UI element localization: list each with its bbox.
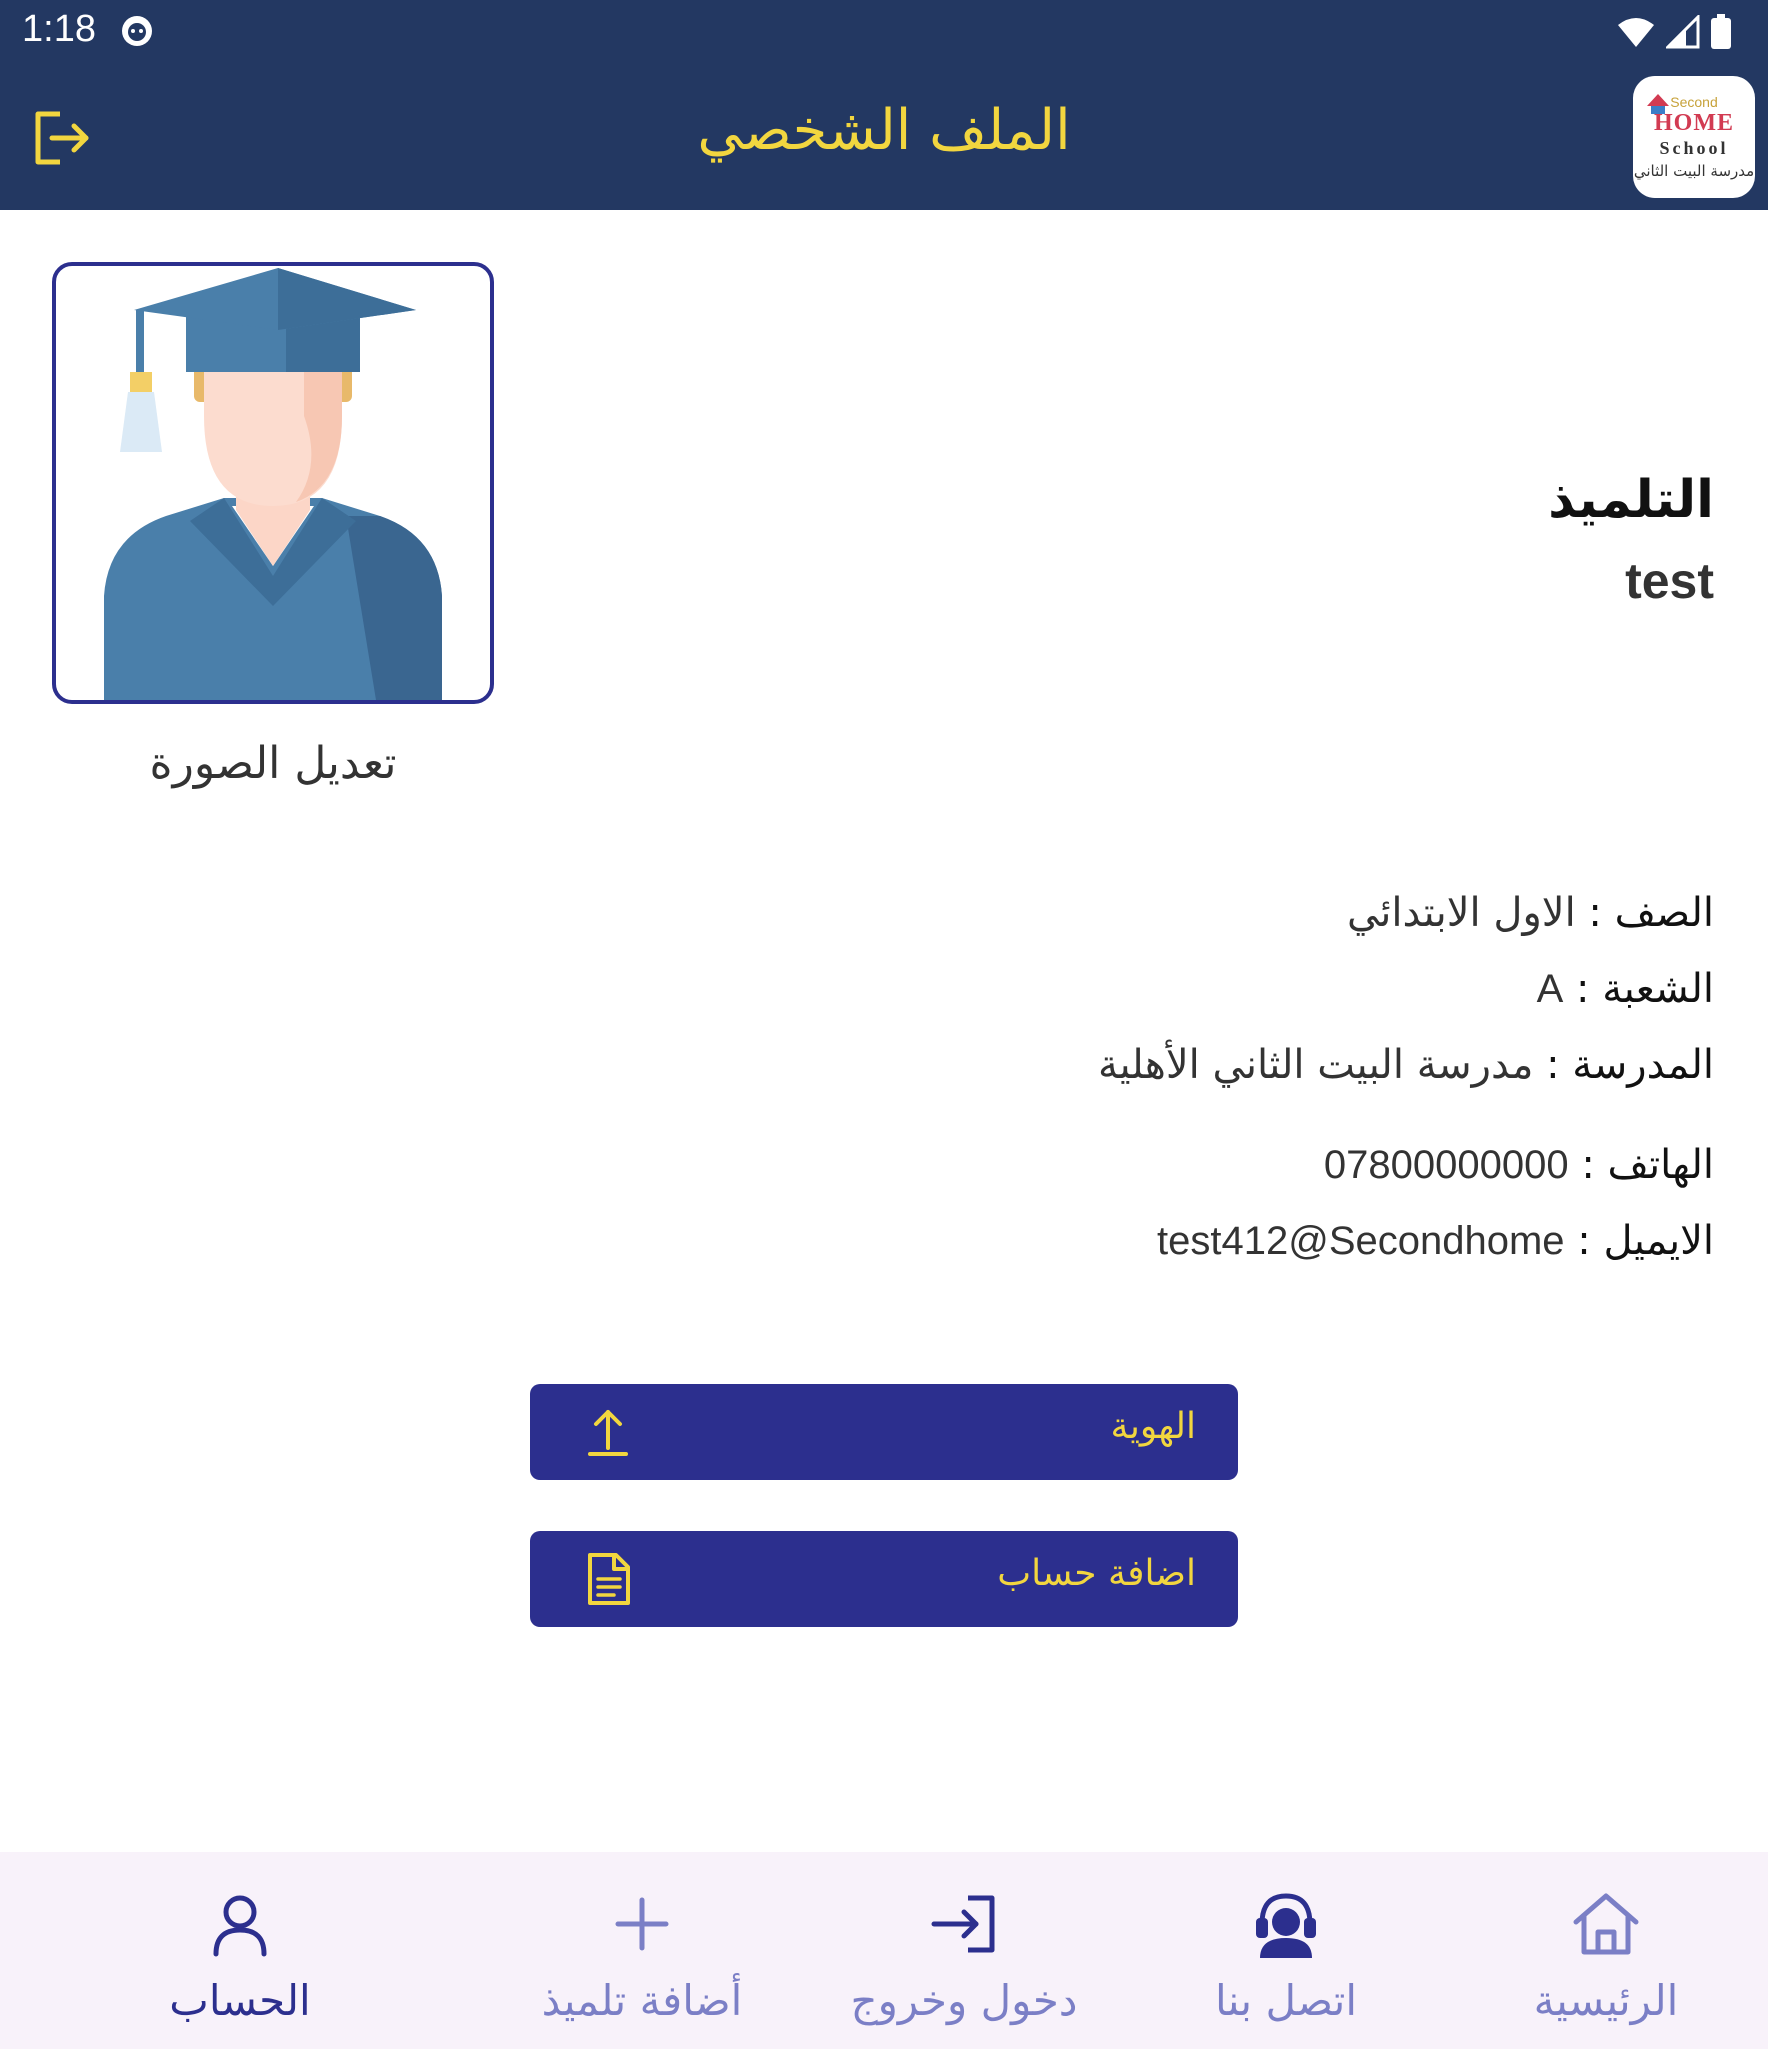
logo-text-second: Second [1670,94,1718,110]
page-title: الملف الشخصي [697,98,1071,163]
home-icon [1570,1888,1642,1960]
school-row [1098,1042,1714,1088]
app-notification-icon [120,14,154,48]
avatar[interactable] [52,262,494,704]
user-icon [204,1888,276,1960]
nav-item-check-in-out[interactable] [794,1852,1134,2049]
bottom-navigation [0,1852,1768,2049]
nav-label-check-in-out: دخول وخروج [850,1976,1078,2025]
email-row [1157,1218,1714,1264]
identity-button-label: الهوية [1110,1406,1196,1447]
phone-value: 07800000000 [1323,1143,1569,1187]
school-label: المدرسة : [1533,1042,1714,1088]
battery-icon [1710,14,1732,50]
nav-item-home[interactable] [1436,1852,1768,2049]
nav-label-contact-us: اتصل بنا [1214,1976,1358,2025]
school-value: مدرسة البيت الثاني الأهلية [1098,1042,1534,1088]
nav-label-add-student: أضافة تلميذ [541,1976,743,2025]
section-row [1537,966,1714,1012]
signal-icon [1666,15,1700,49]
student-name: test [1625,553,1714,609]
grade-row [1347,890,1714,936]
add-account-button-label: اضافة حساب [997,1553,1196,1594]
document-icon [580,1551,636,1607]
edit-photo-button[interactable]: تعديل الصورة [149,738,397,789]
nav-label-account: الحساب [169,1976,311,2025]
wifi-icon [1616,15,1656,49]
status-icons [1616,12,1732,52]
grade-label: الصف : [1575,890,1714,936]
nav-item-account[interactable] [70,1852,410,2049]
logo-text-arabic: مدرسة البيت الثاني [1633,162,1755,180]
logo-text-school: School [1659,138,1729,158]
nav-label-home: الرئيسية [1533,1976,1679,2025]
nav-item-add-student[interactable] [472,1852,812,2049]
phone-label: الهاتف : [1568,1142,1714,1188]
status-time: 1:18 [22,8,96,50]
grade-value: الاول الابتدائي [1346,890,1576,936]
identity-upload-button[interactable] [530,1384,1238,1480]
nav-item-contact-us[interactable] [1116,1852,1456,2049]
login-icon [928,1888,1000,1960]
status-bar [0,0,1768,64]
section-label: الشعبة : [1563,966,1714,1012]
app-bar [0,64,1768,210]
school-logo [1633,76,1755,198]
add-account-button[interactable] [530,1531,1238,1627]
upload-icon [580,1404,636,1460]
graduate-avatar-icon [56,266,490,700]
email-value: test412@Secondhome [1157,1219,1565,1263]
section-value: A [1536,967,1564,1011]
role-label: التلميذ [1548,470,1714,530]
email-label: الايميل : [1564,1218,1714,1264]
logo-text-home: HOME [1654,110,1734,136]
headset-icon [1250,1888,1322,1960]
phone-row [1324,1142,1714,1188]
plus-icon [606,1888,678,1960]
